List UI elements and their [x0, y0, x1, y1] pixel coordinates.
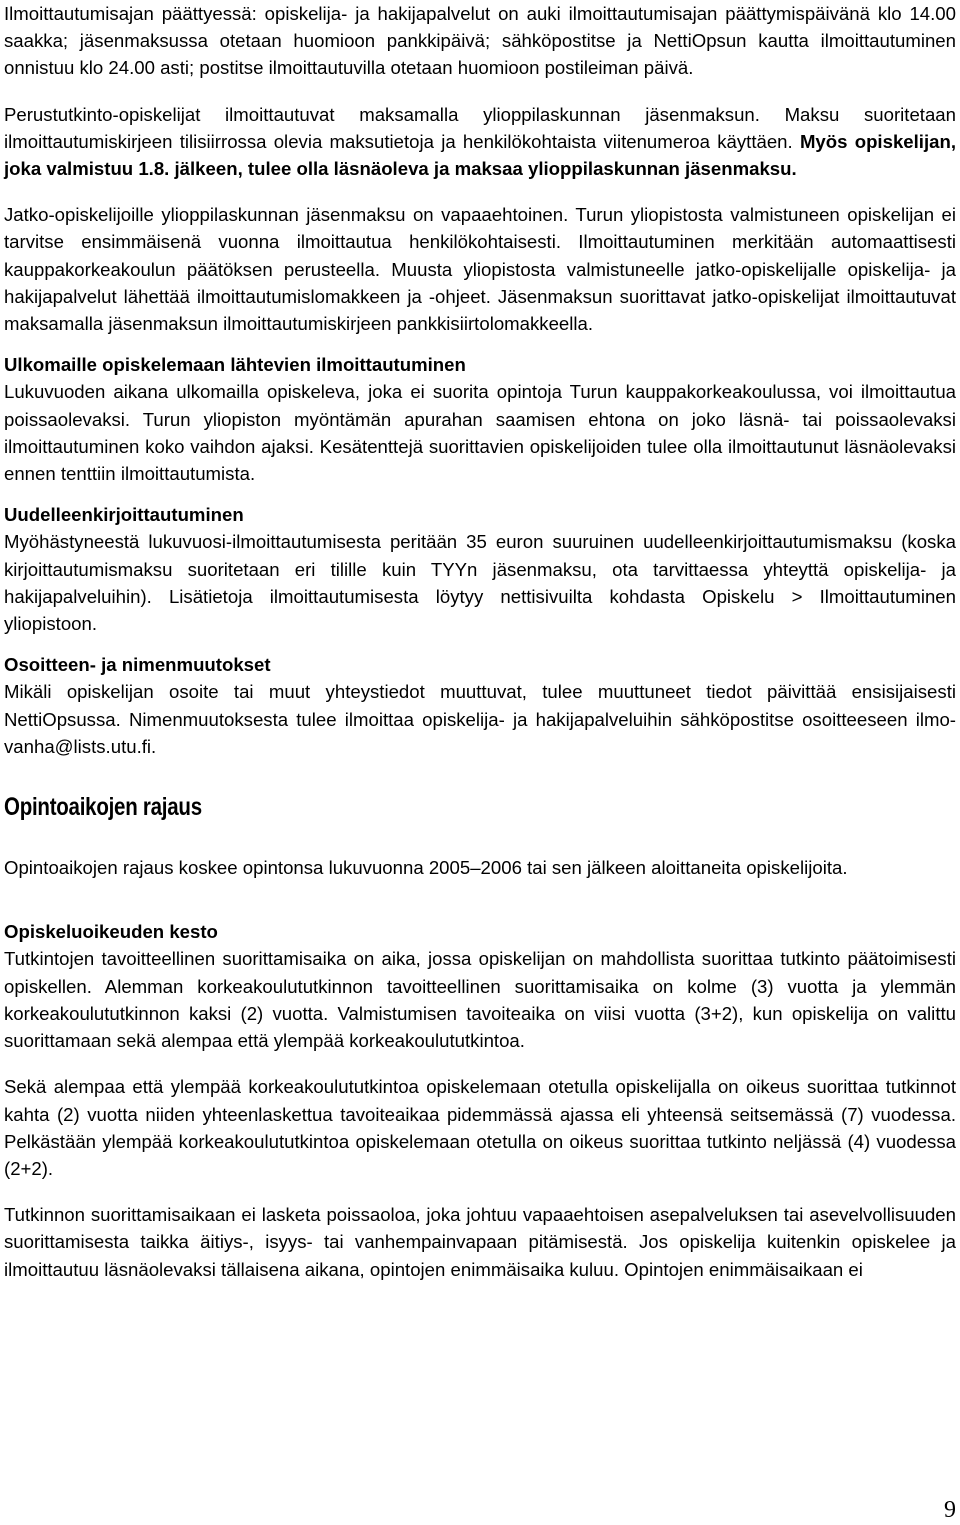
- absence-paragraph: Tutkinnon suorittamisaikaan ei lasketa poissaoloa, joka johtuu vapaaehtoisen asepalveluksen tai asevelvollisuuden suorittamisesta taikka äitiys-, isyys- tai vanhempainvapaan pitämisestä. Jos opiskelija kuitenkin opiskelee ja ilmoittautuu läsnäolevaksi tällaisena aikana, opintojen enimmäisaika kuluu. Opintojen enimmäisaikaan ei: [4, 1204, 956, 1280]
- registration-deadline-paragraph: Ilmoittautumisajan päättyessä: opiskelija- ja hakijapalvelut on auki ilmoittautumisajan päättymispäivänä klo 14.00 saakka; jäsenmaksussa otetaan huomioon pankkipäivä; sähköpostitse ja NettiOpsun kautta ilmoittautuminen onnistuu klo 24.00 asti; postitse ilmoittautuvilla otetaan huomioon postileiman päivä.: [4, 3, 956, 79]
- study-time-limit-heading: Opintoaikojen rajaus: [4, 793, 202, 822]
- abroad-registration-paragraph: Lukuvuoden aikana ulkomailla opiskeleva, joka ei suorita opintoja Turun kauppakorkeakoulussa, voi ilmoittautua poissaolevaksi. Turun yliopiston myöntämän apurahan saamisen ehtona on joko läsnä- tai poissaolevaksi ilmoittautuminen koko vaihdon ajaksi. Kesätenttejä suorittavien opiskelijoiden tulee olla ilmoittautunut läsnäolevaksi ennen tenttiin ilmoittautumista.: [4, 381, 956, 485]
- postgraduate-paragraph: Jatko-opiskelijoille ylioppilaskunnan jäsenmaksu on vapaaehtoinen. Turun yliopistosta valmistuneen opiskelijan ei tarvitse ensimmäisenä vuonna ilmoittautua henkilökohtaisesti. Ilmoittautuminen merkitään automaattisesti kauppakorkeakoulun päätöksen perusteella. Muusta yliopistosta valmistuneelle jatko-opiskelijalle opiskelija- ja hakijapalvelut lähettää ilmoittautumislomakkeen ja -ohjeet. Jäsenmaksun suorittavat jatko-opiskelijat ilmoittautuvat maksamalla jäsenmaksun ilmoittautumiskirjeen pankkisiirtolomakkeella.: [4, 204, 956, 335]
- reregistration-heading: Uudelleenkirjoittautuminen: [4, 504, 244, 526]
- reregistration-paragraph: Myöhästyneestä lukuvuosi-ilmoittautumisesta peritään 35 euron suuruinen uudelleenkirjoittautumismaksu (koska kirjoittautumismaksu suoritetaan eri tilille kuin TYYn jäsenmaksu, ota tarvittaessa yhteyttä opiskelija- ja hakijapalveluihin). Lisätietoja ilmoittautumisesta löytyy nettisivuilta kohdasta Opiskelu > Ilmoittautuminen yliopistoon.: [4, 531, 956, 635]
- membership-fee-text: Perustutkinto-opiskelijat ilmoittautuvat maksamalla ylioppilaskunnan jäsenmaksun. Maksu suoritetaan ilmoittautumiskirjeen tilisiirrossa olevia maksutietoja ja henkilökohtaista viitenumeroa käyttäen.: [4, 103, 956, 152]
- study-right-duration-paragraph: Tutkintojen tavoitteellinen suorittamisaika on aika, jossa opiskelijan on mahdollista suorittaa tutkinto päätoimisesti opiskellen. Alemman korkeakoulututkinnon tavoitteellinen suorittamisaika on kolme (3) vuotta ja ylemmän korkeakoulututkinnon kaksi (2) vuotta. Valmistumisen tavoiteaika on viisi vuotta (3+2), kun opiskelija on valittu suorittamaan sekä alempaa että ylempää korkeakoulututkintoa.: [4, 948, 956, 1052]
- study-time-limit-paragraph: Opintoaikojen rajaus koskee opintonsa lukuvuonna 2005–2006 tai sen jälkeen aloittaneita opiskelijoita.: [4, 857, 848, 879]
- address-change-heading: Osoitteen- ja nimenmuutokset: [4, 654, 271, 676]
- combined-degree-paragraph: Sekä alempaa että ylempää korkeakoulututkintoa opiskelemaan otetulla opiskelijalla on oikeus suorittaa tutkinnot kahta (2) vuotta niiden yhteenlaskettua tavoiteaikaa pidemmässä ajassa eli yhteensä seitsemässä (7) vuodessa. Pelkästään ylempää korkeakoulututkintoa opiskelemaan otetulla on oikeus suorittaa tutkinto neljässä (4) vuodessa (2+2).: [4, 1076, 956, 1179]
- membership-fee-bold-text: Myös opiskelijan, joka valmistuu 1.8. jälkeen, tulee olla läsnäoleva ja maksaa ylioppilaskunnan jäsenmaksu.: [4, 130, 956, 180]
- study-right-duration-heading: Opiskeluoikeuden kesto: [4, 921, 218, 943]
- abroad-registration-heading: Ulkomaille opiskelemaan lähtevien ilmoittautuminen: [4, 354, 466, 376]
- document-page: [4, 0, 956, 1283]
- address-change-paragraph: Mikäli opiskelijan osoite tai muut yhteystiedot muuttuvat, tulee muuttuneet tiedot päivittää ensisijaisesti NettiOpsussa. Nimenmuutoksesta tulee ilmoittaa opiskelija- ja hakijapalveluihin sähköpostitse osoitteeseen ilmo-vanha@lists.utu.fi.: [4, 681, 956, 757]
- page-number: 9: [944, 1497, 956, 1523]
- membership-fee-paragraph: [4, 101, 956, 183]
